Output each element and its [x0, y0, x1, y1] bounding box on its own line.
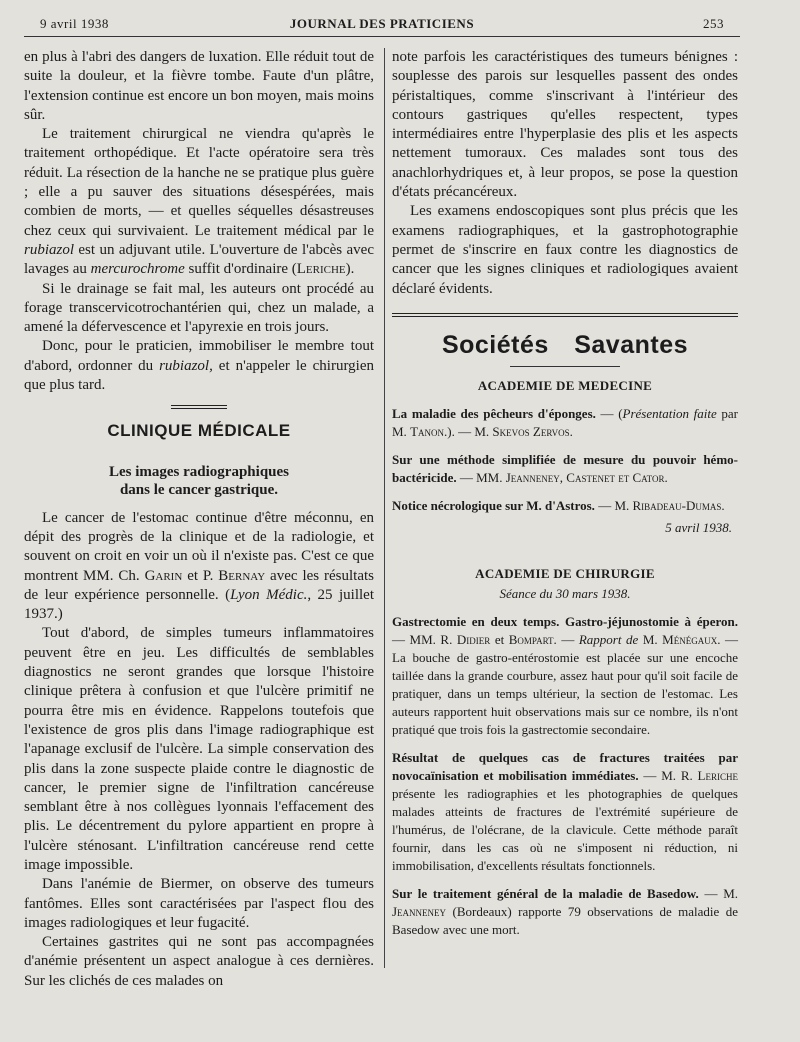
author-name: Bompart: [508, 631, 554, 647]
section-separator: [171, 405, 227, 409]
text-run: , 25 juillet 1937.): [24, 586, 375, 623]
text-run: Le traitement chirurgical ne viendra qu'après le traitement orthopédique. Et l'acte opératoire sera très réduit. La résection de la hanche ne se pratique plus guère ; elle a pu sauver des situations désespérées, mais combien de morts, — et quelles séquelles désastreuses chez ceux qui survivaient. Le traitement médical par le: [24, 126, 374, 239]
text-run: par M.: [392, 405, 738, 439]
title-underline: [510, 366, 620, 367]
left-paragraph-2: [24, 125, 374, 279]
left-paragraph-1: en plus à l'abri des dangers de luxation. Elle réduit tout de suite la douleur, et la fièvre tombe. Faute d'un plâtre, l'extension continue est encore un bon moyen, mais moins sûr.: [24, 49, 374, 123]
text-run: et P.: [182, 567, 219, 584]
right-paragraph-1: note parfois les caractéristiques des tumeurs bénignes : souplesse des parois sur lesquelles passent des ondes péristaltiques, comme s'inscrivant à l'intérieur des contours gastriques qu'elles respectent, types intermédiaires entre l'hyperplasie des plis et les aspects nettement tumoraux. Ces malades sont tous des anachlorhydriques et, à leur propos, se pose la question d'états précancéreux.: [392, 49, 738, 201]
chirurgie-item-1: [392, 613, 738, 739]
medecine-item-3: [392, 497, 738, 515]
item-title: Sur le traitement général de la maladie de Basedow.: [392, 885, 699, 901]
text-run: Donc, pour le praticien, immobiliser le membre tout d'abord, ordonner du: [24, 338, 374, 374]
academie-medecine-heading: ACADEMIE DE MEDECINE: [477, 377, 653, 393]
page-header: [40, 16, 724, 36]
text-run: M.: [638, 631, 663, 647]
text-run: et: [490, 631, 509, 647]
article-title-line: dans le cancer gastrique.: [119, 481, 279, 498]
session-date: [392, 519, 738, 537]
page-number: 253: [703, 16, 724, 31]
author-name: Leriche: [296, 261, 346, 278]
left-column: [24, 48, 374, 991]
author-name: Bernay: [218, 567, 266, 584]
text-run: .: [569, 423, 573, 439]
left-paragraph-8: Certaines gastrites qui ne sont pas accompagnées d'anémie présentent un aspect analogue à ces dernières. Sur les clichés de ces malades on: [24, 934, 374, 989]
drug-name: rubiazol,: [159, 357, 213, 374]
academie-chirurgie-heading: ACADEMIE DE CHIRURGIE: [475, 565, 655, 581]
text-run: ).: [345, 261, 355, 278]
item-title: La maladie des pêcheurs d'éponges.: [392, 405, 596, 421]
seance-date: Séance du 30 mars 1938.: [499, 585, 631, 601]
author-name: Jeanneney: [392, 903, 447, 919]
item-title: Gastrectomie en deux temps. Gastro-jéjunostomie à éperon.: [392, 613, 738, 629]
left-paragraph-6: Tout d'abord, de simples tumeurs inflammatoires peuvent être en jeu. Les difficultés de semblables diagnostics ne seront grandes que lorsque l'histoire clinique prêtera à confusion et que l'ulcère primitif ne pourra être mis en évidence. Rappelons toutefois que l'existence de gros plis dans l'image radiographique est l'apanage exclusif de l'ulcère. La simple conservation des plis dans la zone suspecte plaide contre le diagnostic de cancer, le premier signe de l'infiltration cancéreuse semblant être à nos collègues lyonnais l'effacement des plis. Le décentrement du pylore appartient en propre à l'ulcère sténosant. L'infiltration cancéreuse rend cette image impossible.: [24, 625, 374, 873]
author-name: Ribadeau-Dumas: [632, 497, 722, 513]
text-run: . — La bouche de gastro-entérostomie est placée sur une encoche taillée dans la grande courbure, assez haut pour qu'il soit facile de pratiquer, dans un temps ultérieur, la section de l'estomac. Les auteurs rapportent huit observations mais sur ce nombre, ils n'ont pratiqué que trois fois la gastrectomie secondaire.: [392, 631, 738, 737]
item-title: Sur une méthode simplifiée de mesure du pouvoir hémo-bactéricide.: [392, 451, 738, 485]
item-title: Résultat de quelques cas de fractures traitées par novocaïnisation et mobilisation immédiates.: [392, 749, 738, 783]
text-run: — MM. R.: [392, 631, 457, 647]
section-title-societes: Sociétés Savantes: [441, 330, 689, 359]
author-name: Didier: [456, 631, 491, 647]
text-run: . —: [553, 631, 579, 647]
chirurgie-item-2: [392, 749, 738, 875]
text-run: .: [664, 469, 668, 485]
left-paragraph-4: [24, 337, 374, 395]
date-text: 5 avril 1938.: [665, 519, 732, 535]
author-name: Skevos Zervos: [492, 423, 570, 439]
left-paragraph-3: Si le drainage se fait mal, les auteurs ont procédé au forage transcervicotrochantérien qui, chez un malade, a amené la défervescence et l'apyrexie en trois jours.: [24, 280, 374, 336]
author-name: Jeanneney, Castenet et Cator: [505, 469, 665, 485]
section-title-clinique: CLINIQUE MÉDICALE: [107, 421, 291, 441]
article-title-line: Les images radiographiques: [108, 463, 289, 480]
text-run: est un adjuvant utile. L'ouverture de l'abcès avec lavages au: [24, 241, 374, 278]
item-title: Notice nécrologique sur M. d'Astros.: [392, 497, 595, 513]
section-separator: [392, 313, 738, 317]
text-run: — M.: [698, 885, 739, 901]
text-run: — M. R.: [638, 767, 698, 783]
medecine-item-2: [392, 451, 738, 487]
text-run: Le cancer de l'estomac continue d'être méconnu, en dépit des progrès de la clinique et de la radiologie, et souvent on croit en voir un où il n'existe pas. C'est ce que montrent MM. Ch.: [24, 509, 374, 584]
header-rule: [24, 36, 740, 37]
chirurgie-item-3: [392, 885, 738, 939]
text-run: suffit d'ordinaire (: [184, 261, 297, 278]
left-paragraph-5: [24, 509, 374, 625]
author-name: Garin: [144, 567, 183, 584]
text-run: — M.: [594, 497, 633, 513]
text-run: — (: [595, 405, 623, 421]
drug-name: mercurochrome: [90, 261, 185, 278]
text-run: Rapport de: [578, 631, 639, 647]
right-paragraph-2: Les examens endoscopiques sont plus précis que les examens radiographiques, et la gastrophotographie permet de s'inscrire en faux contre les diagnostics de cancer que les signes cliniques et radiologiques avaient déclaré évidents.: [392, 203, 738, 297]
header-date: 9 avril 1938: [40, 16, 109, 31]
author-name: Tanon: [410, 423, 445, 439]
journal-reference: Lyon Médic.: [230, 586, 308, 603]
text-run: .). — M.: [444, 423, 493, 439]
right-column: [392, 48, 738, 939]
text-run: avec les résultats de leur expérience personnelle. (: [24, 567, 374, 603]
text-run: — MM.: [456, 469, 506, 485]
author-name: Leriche: [697, 767, 738, 783]
medecine-item-1: [392, 405, 738, 441]
journal-title: JOURNAL DES PRATICIENS: [289, 16, 475, 31]
text-run: (Bordeaux) rapporte 79 observations de maladie de Basedow avec une mort.: [392, 903, 738, 937]
text-run: présente les radiographies et les photographies de quelques malades atteints de fractures de l'extrémité supérieure de l'humérus, de l'olécrane, de la clavicule. Cette méthode paraît fournir, dans les cas où ne s'imposent ni réduction, ni immobilisation, d'excellents résultats fonctionnels.: [392, 785, 738, 873]
drug-name: rubiazol: [24, 241, 75, 258]
left-paragraph-7: Dans l'anémie de Biermer, on observe des tumeurs fantômes. Elles sont caractérisées par l'aspect flou des images radiologiques et leur fugacité.: [24, 876, 374, 931]
text-run: et n'appeler le chirurgien que plus tard.: [24, 357, 374, 394]
column-divider: [384, 48, 385, 968]
article-title: [24, 463, 374, 499]
text-run: .: [721, 497, 725, 513]
author-name: Ménégaux: [662, 631, 718, 647]
text-run: Présentation faite: [622, 405, 717, 421]
